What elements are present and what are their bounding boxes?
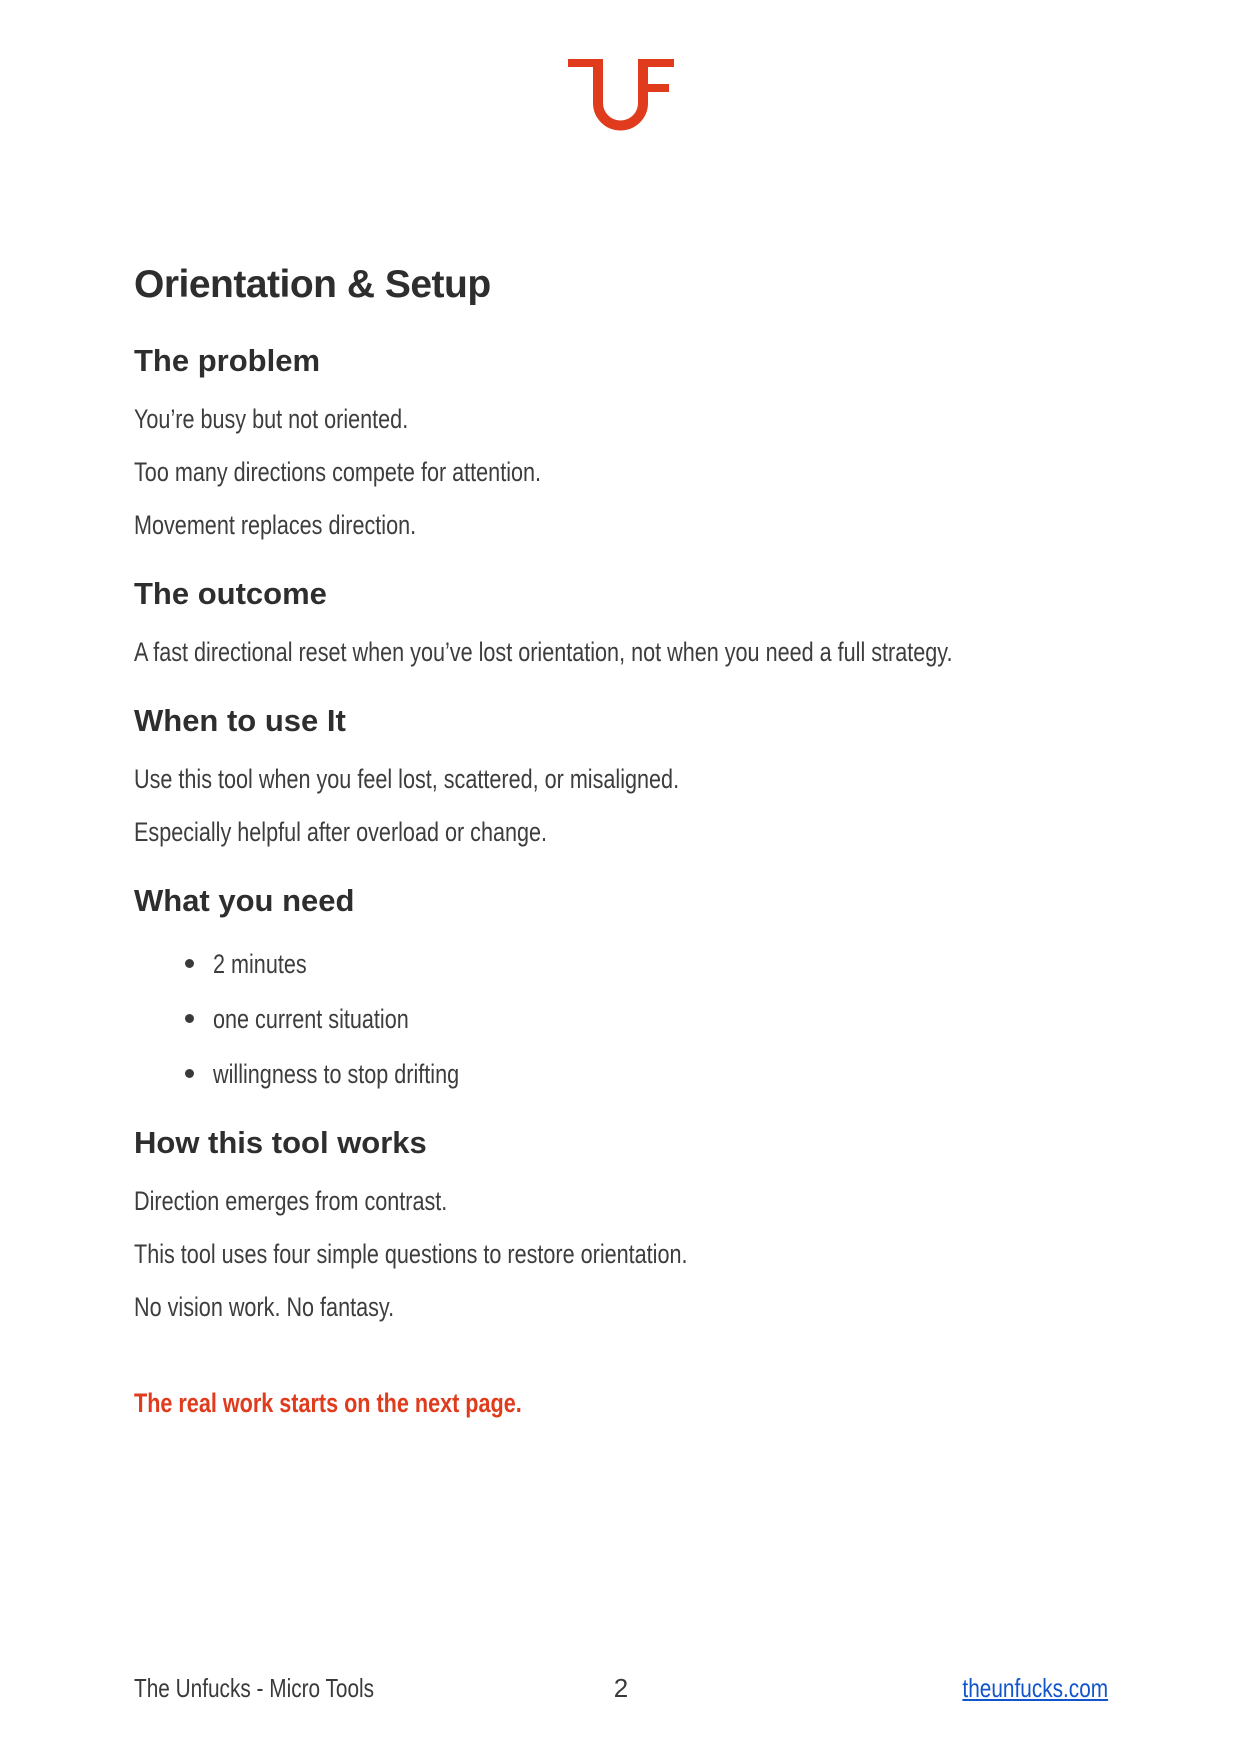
heading-what-you-need: What you need [134, 883, 355, 918]
heading-the-problem: The problem [134, 343, 321, 378]
list-item-text: one current situation [213, 1004, 409, 1034]
footer-link-cell [628, 1671, 1108, 1705]
paragraph-text: No vision work. No fantasy. [134, 1292, 395, 1322]
bullet-icon [185, 1014, 194, 1023]
section-the-problem [134, 341, 1108, 542]
paragraph-text: Direction emerges from contrast. [134, 1186, 448, 1216]
footer-doc-title: The Unfucks - Micro Tools [134, 1673, 375, 1703]
paragraph [134, 635, 1108, 669]
list-item-text: willingness to stop drifting [213, 1059, 460, 1089]
paragraph [134, 402, 1108, 436]
heading-how-this-tool-works: How this tool works [134, 1125, 427, 1160]
next-page-callout [134, 1386, 1108, 1420]
heading-when-to-use-it: When to use It [134, 703, 346, 738]
paragraph [134, 1184, 1108, 1218]
page-title: Orientation & Setup [134, 263, 491, 306]
section-when-to-use-it [134, 701, 1108, 849]
paragraph-text: You’re busy but not oriented. [134, 404, 409, 434]
page-footer [134, 1671, 1108, 1705]
footer-link[interactable]: theunfucks.com [962, 1673, 1108, 1703]
paragraph [134, 762, 1108, 796]
paragraph-text: Too many directions compete for attention. [134, 457, 542, 487]
paragraph [134, 1290, 1108, 1324]
footer-doc-title-cell [134, 1671, 614, 1705]
needs-list [134, 947, 1108, 1091]
paragraph-text: Movement replaces direction. [134, 510, 417, 540]
section-the-outcome [134, 574, 1108, 669]
paragraph-text: Especially helpful after overload or change. [134, 817, 548, 847]
page-header [0, 59, 1242, 131]
heading-the-outcome: The outcome [134, 576, 327, 611]
bullet-icon [185, 959, 194, 968]
paragraph [134, 455, 1108, 489]
paragraph-text: Use this tool when you feel lost, scattered, or misaligned. [134, 764, 680, 794]
uf-logo-icon [568, 59, 674, 131]
bullet-icon [185, 1069, 194, 1078]
list-item [213, 947, 1108, 981]
paragraph [134, 508, 1108, 542]
callout-text: The real work starts on the next page. [134, 1388, 522, 1418]
page-number: 2 [613, 1673, 629, 1703]
section-what-you-need [134, 881, 1108, 1091]
footer-page-number-cell [614, 1671, 628, 1705]
paragraph [134, 815, 1108, 849]
list-item [213, 1002, 1108, 1036]
paragraph-text: A fast directional reset when you’ve lost orientation, not when you need a full strategy. [134, 637, 953, 667]
list-item [213, 1057, 1108, 1091]
section-how-this-tool-works [134, 1123, 1108, 1324]
page-content [0, 261, 1242, 1420]
list-item-text: 2 minutes [213, 949, 307, 979]
paragraph-text: This tool uses four simple questions to restore orientation. [134, 1239, 688, 1269]
paragraph [134, 1237, 1108, 1271]
